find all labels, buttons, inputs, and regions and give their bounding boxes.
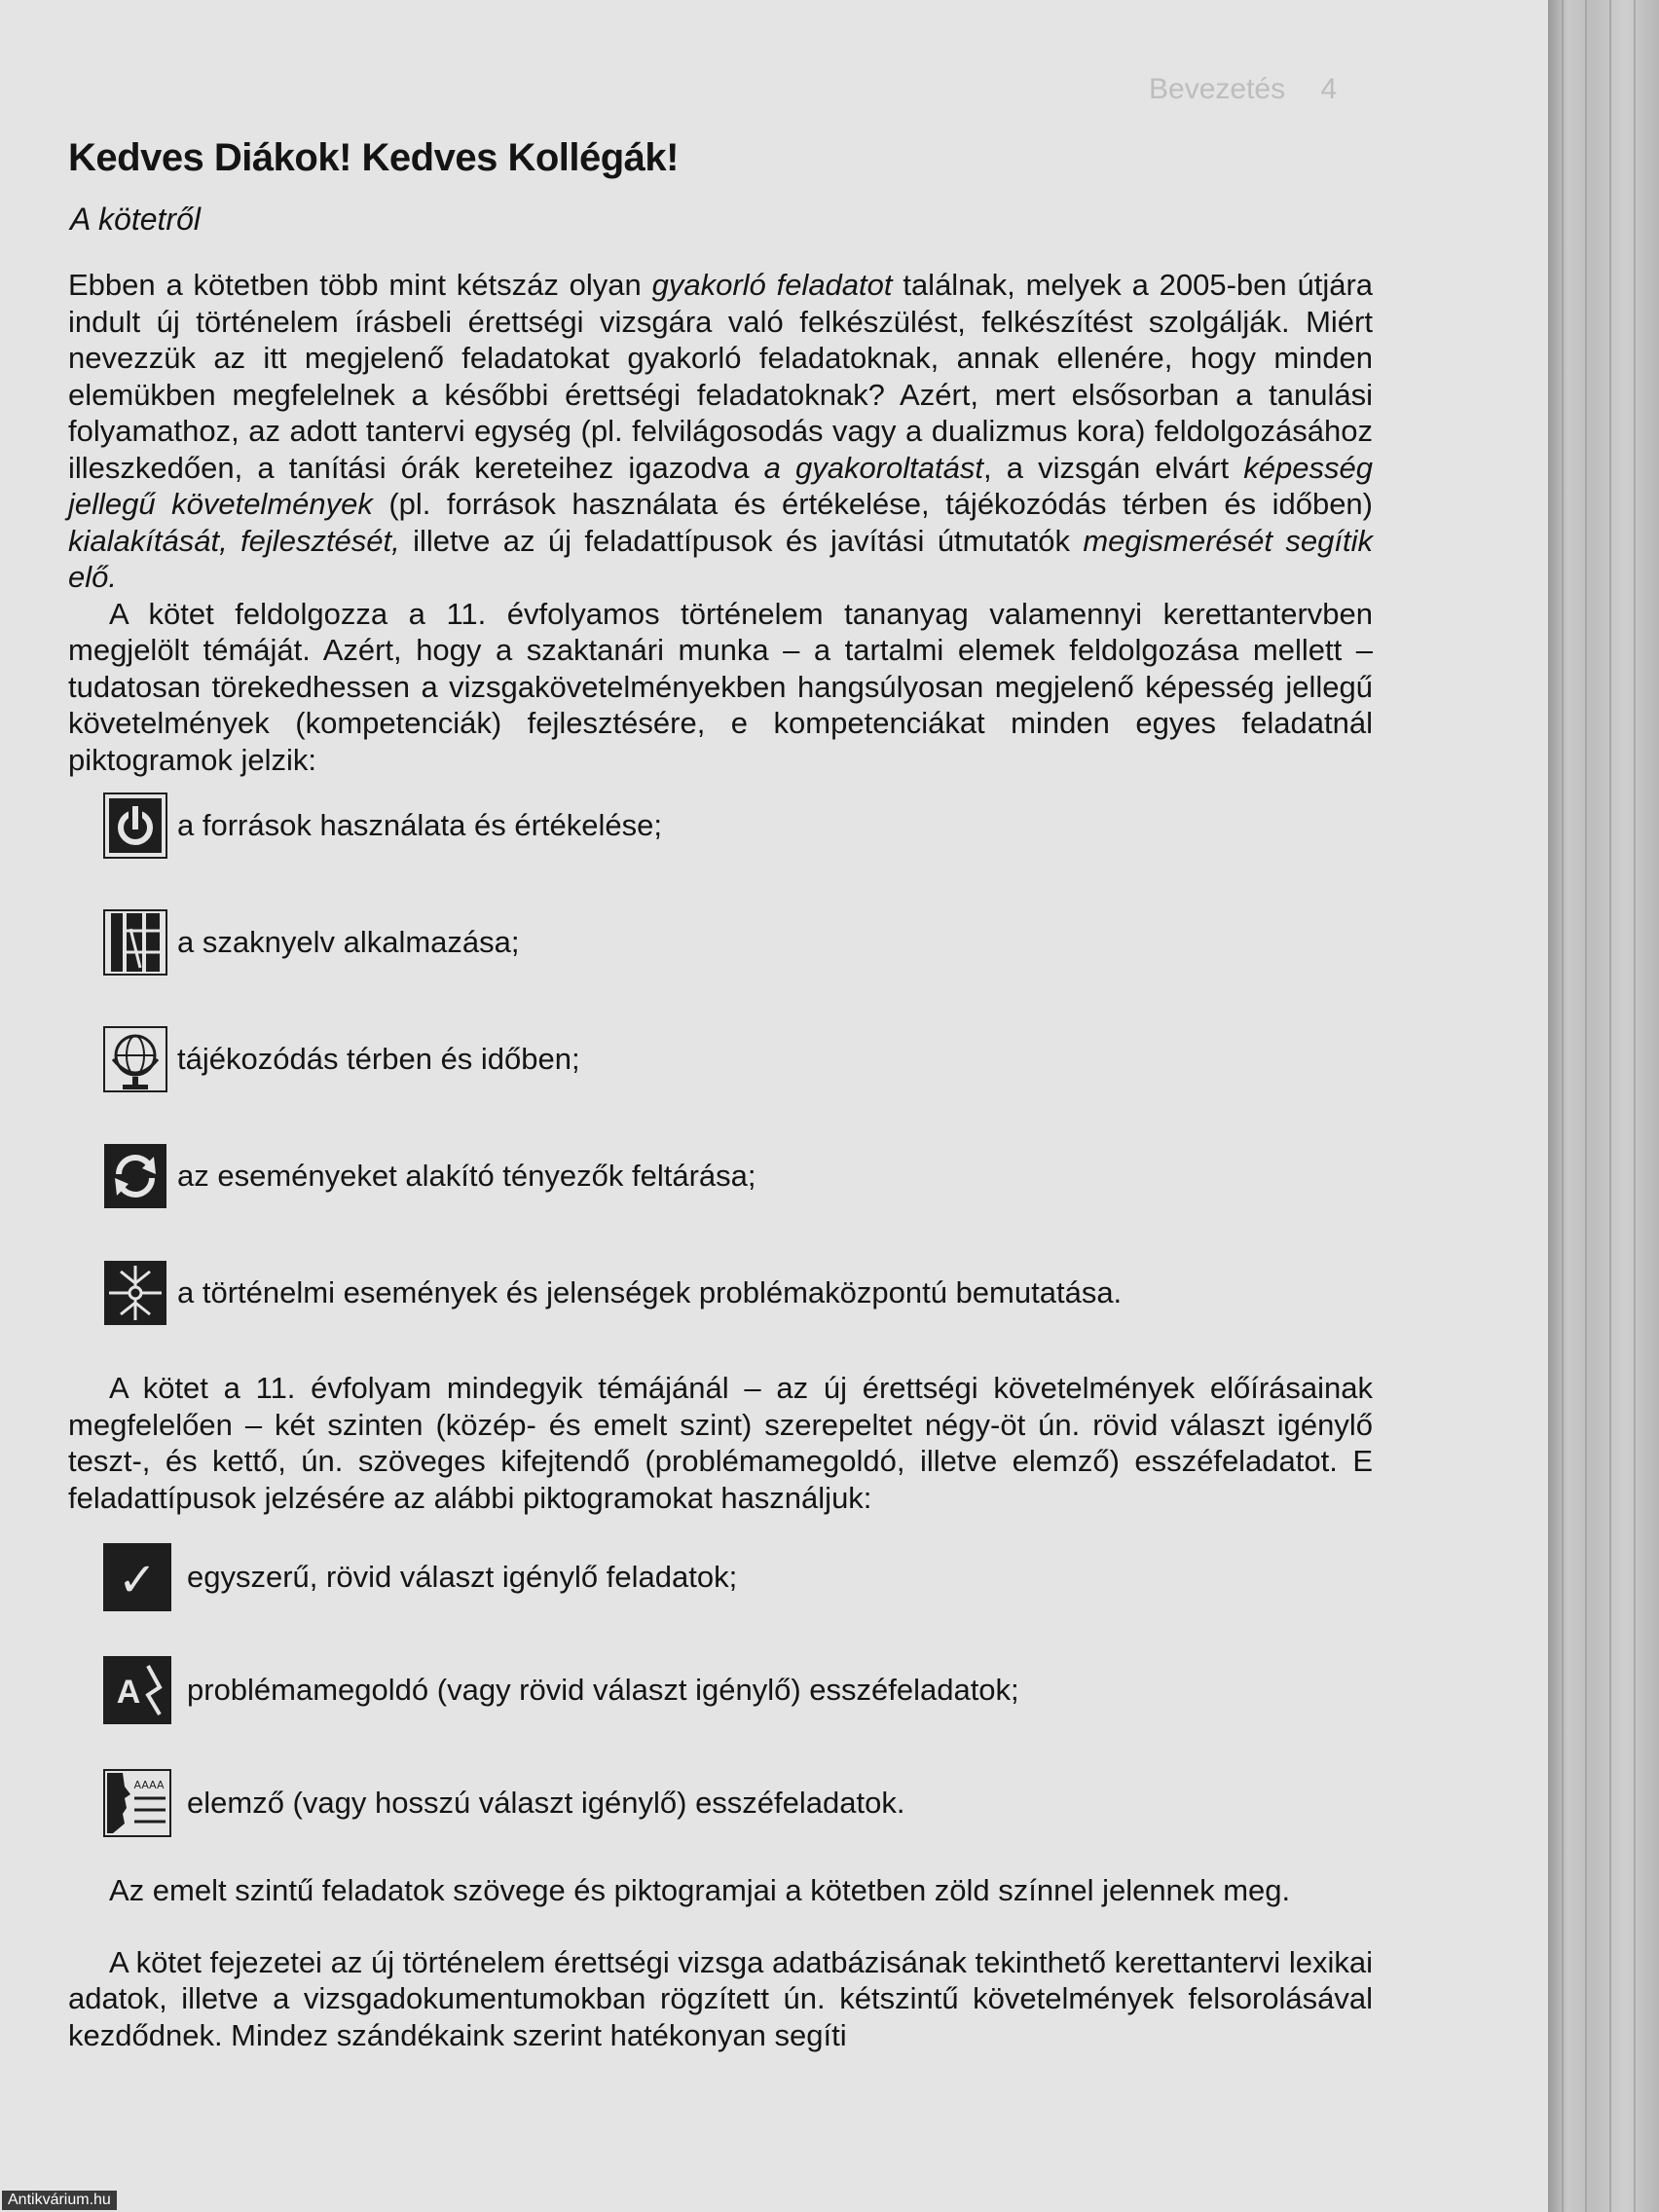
page-edge [1548,0,1659,2212]
ghost-label: Bevezetés [1149,73,1286,105]
section-subtitle: A kötetről [70,202,201,237]
competency-item [103,792,1373,860]
emphasis: képesség jellegű követelmények [68,450,1373,521]
checkmark-glyph: ✓ [117,1553,158,1607]
competency-list [103,792,1373,1327]
task-type-label: elemző (vagy hosszú választ igénylő) esszéfeladatok. [187,1786,905,1820]
competency-label: az eseményeket alakító tényezők feltárása; [177,1159,756,1193]
competency-item [103,1259,1373,1327]
task-type-item [103,1543,1373,1611]
intro-paragraph [68,267,1373,596]
text-run: találnak, melyek a 2005-ben útjára indult új történelem írásbeli érettségi vizsgára való felkészülést, felkészítést szolgálják. Miért nevezzük az itt megjelenő feladatokat gyakorló feladatoknak, annak ellenére, hogy minden elemükben megfelelnek a későbbi érettségi feladatoknak? Azért, mert elsősorban a tanulási folyamathoz, az adott tantervi egység (pl. felvilágosodás vagy a dualizmus kora) feldolgozásához illeszkedően, a tanítási órák kereteihez igazodva [68,268,1374,485]
competency-item [103,1025,1373,1093]
advanced-level-note: Az emelt szintű feladatok szövege és piktogramjai a kötetben zöld színnel jelennek meg. [109,1873,1291,1907]
competency-label: a történelmi események és jelenségek problémaközpontú bemutatása. [177,1275,1123,1309]
speech-a-icon [103,1656,171,1724]
globe-icon [103,1026,167,1092]
chapters-paragraph: A kötet fejezetei az új történelem érettségi vizsga adatbázisának tekinthető kerettantervi lexikai adatok, illetve a vizsgadokumentumokban rögzített ún. kétszintű követelmények felsorolásával kezdődnek. Mindez szándékaink szerint hatékonyan segíti [68,1944,1373,2052]
problem-icon [103,1260,167,1326]
ghost-number: 4 [1320,73,1338,105]
bookmark-icon [103,909,167,976]
competency-label: a szaknyelv alkalmazása; [177,925,520,959]
competency-item [103,908,1373,977]
competency-label: tájékozódás térben és időben; [177,1042,580,1076]
cycle-icon [103,1143,167,1209]
competency-item [103,1142,1373,1210]
power-icon [103,793,167,859]
task-type-label: egyszerű, rövid választ igénylő feladatok; [187,1560,738,1594]
text-lines-glyph: AAAA [133,1779,165,1791]
speaking-head-icon [103,1769,171,1837]
task-type-list [103,1543,1373,1837]
emphasis: gyakorló feladatot [651,268,893,302]
curriculum-paragraph: A kötet feldolgozza a 11. évfolyamos történelem tananyag valamennyi kerettantervben megjelölt témáját. Azért, hogy a szaktanári munka – a tartalmi elemek feldolgozása mellett – tudatosan törekedhessen a vizsgakövetelményekben hangsúlyosan megjelenő képesség jellegű követelmények (kompetenciák) fejlesztésére, e kompetenciákat minden egyes feladatnál piktogramok jelzik: [68,596,1373,777]
checkmark-icon [103,1543,171,1611]
show-through-header [1149,73,1337,106]
task-type-item [103,1769,1373,1837]
text-run: , a vizsgán elvárt [982,450,1244,485]
task-type-item [103,1656,1373,1724]
text-run: Ebben a kötetben több mint kétszáz olyan [68,268,652,302]
text-run: (pl. források használata és értékelése, tájékozódás térben és időben) [372,487,1373,521]
competency-label: a források használata és értékelése; [177,808,662,842]
emphasis: kialakítását, fejlesztését, [68,523,400,558]
emphasis: a gyakoroltatást [763,450,983,485]
task-type-label: problémamegoldó (vagy rövid választ igénylő) esszéfeladatok; [187,1673,1019,1707]
page-content [68,136,1373,2053]
watermark: Antikvárium.hu [2,2191,117,2210]
page-title: Kedves Diákok! Kedves Kollégák! [68,136,679,179]
letter-glyph: A [116,1674,141,1711]
emphasis: megismerését segítik elő. [68,523,1373,594]
task-types-paragraph: A kötet a 11. évfolyam mindegyik témájánál – az új érettségi követelmények előírásainak megfelelően – két szinten (közép- és emelt szint) szerepeltet négy-öt ún. rövid választ igénylő teszt-, és kettő, ún. szöveges kifejtendő (problémamegoldó, illetve elemző) esszéfeladatot. E feladattípusok jelzésére az alábbi piktogramokat használjuk: [68,1371,1373,1515]
text-run: illetve az új feladattípusok és javítási útmutatók [399,523,1084,558]
